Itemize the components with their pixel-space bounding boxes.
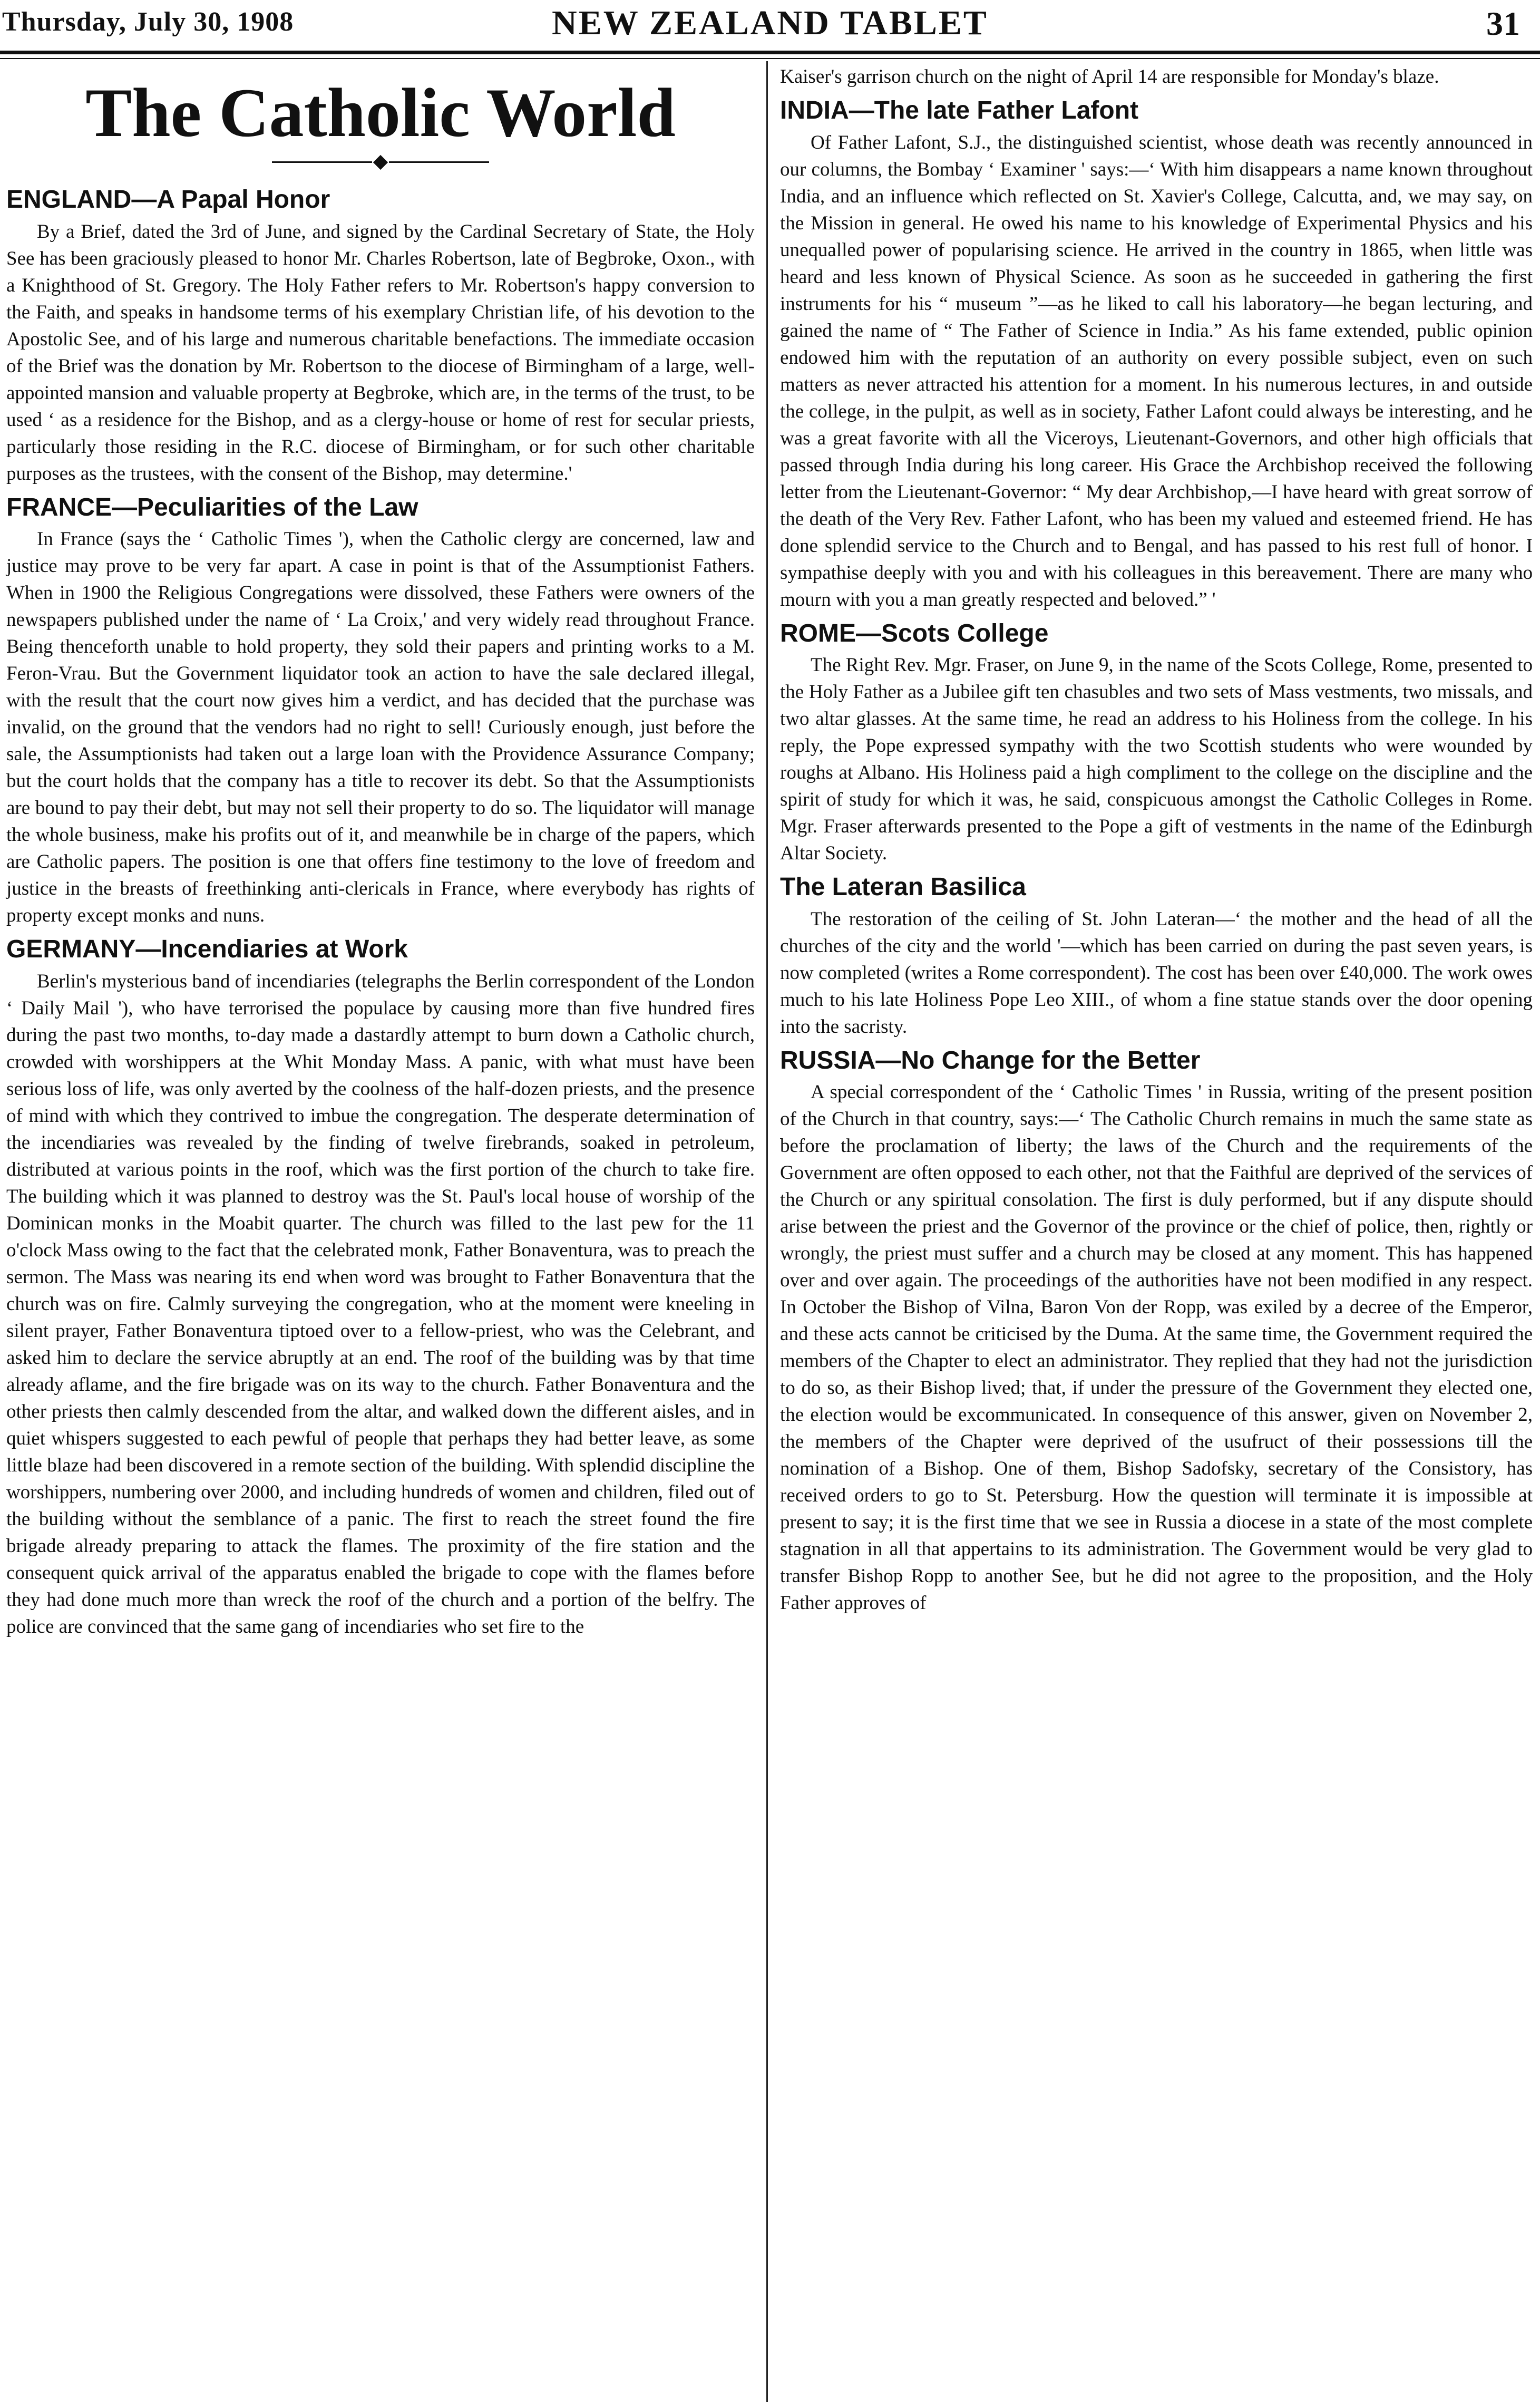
article-germany <box>6 934 755 1640</box>
article-heading: ENGLAND—A Papal Honor <box>6 186 330 214</box>
article-india <box>780 95 1533 613</box>
masthead-rule-thick <box>0 51 1540 54</box>
article-paragraph: Berlin's mysterious band of incendiaries (telegraphs the Berlin correspondent of the London ‘ Daily Mail '), who have terrorised the populace by causing more than five hundred fires during the past two months, to-day made a dastardly attempt to burn down a Catholic church, crowded with worshippers at the Whit Monday Mass. A panic, with what must have been serious loss of life, was only averted by the coolness of the half-dozen priests, and the presence of mind with which they contrived to imbue the congregation. The desperate determination of the incendiaries was revealed by the finding of twelve firebrands, soaked in petroleum, distributed at various points in the roof, which was the first portion of the church to take fire. The building which it was planned to destroy was the St. Paul's local house of worship of the Dominican monks in the Moabit quarter. The church was filled to the last pew for the 11 o'clock Mass owing to the fact that the celebrated monk, Father Bonaventura, was to preach the sermon. The Mass was nearing its end when word was brought to Father Bonaventura that the church was on fire. Calmly surveying the congregation, who at the moment were kneeling in silent prayer, Father Bonaventura tiptoed over to a fellow-priest, who was the Celebrant, and asked him to declare the service abruptly at an end. The roof of the building was by that time already aflame, and the fire brigade was on its way to the church. Father Bonaventura and the other priests then calmly descended from the altar, and walked down the different aisles, and in quiet whispers suggested to each pewful of people that perhaps they had better leave, as some little blaze had been discovered in a remote section of the building. With splendid discipline the worshippers, numbering over 2000, and including hundreds of women and children, filed out of the building without the semblance of a panic. The first to reach the street found the fire brigade already preparing to attack the flames. The proximity of the fire station and the consequent quick arrival of the apparatus enabled the brigade to cope with the flames before they had done much more than wreck the roof of the church and a portion of the belfry. The police are convinced that the same gang of incendiaries who set fire to the <box>6 970 755 1637</box>
article-rome <box>780 618 1533 867</box>
issue-date: Thursday, July 30, 1908 <box>2 7 294 37</box>
article-paragraph: In France (says the ‘ Catholic Times '), when the Catholic clergy are concerned, law and justice may prove to be very far apart. A case in point is that of the Assumptionist Fathers. When in 1900 the Religious Congregations were dissolved, these Fathers were owners of the newspapers published under the name of ‘ La Croix,' and very widely read throughout France. Being thenceforth unable to hold property, they sold their papers and printing works to a M. Feron-Vrau. But the Government liquidator took an action to have the sale declared illegal, with the result that the court now gives him a verdict, and has decided that the purchase was invalid, on the ground that the vendors had no right to sell! Curiously enough, just before the sale, the Assumptionists had taken out a large loan with the Providence Assurance Company; but the court holds that the company has a title to recover its debt. So that the Assumptionists are bound to pay their debt, but may not sell their property to do so. The liquidator will manage the whole business, make his profits out of it, and meanwhile be in charge of the papers, which are Catholic papers. The position is one that offers fine testimony to the love of freedom and justice in the breasts of freethinking anti-clericals in France, where everybody has rights of property except monks and nuns. <box>6 528 755 927</box>
diamond-ornament-icon <box>373 155 388 170</box>
masthead-rule-thin <box>0 58 1540 59</box>
left-column <box>6 63 755 1644</box>
column-divider <box>766 61 768 2402</box>
article-heading: RUSSIA—No Change for the Better <box>780 1046 1201 1074</box>
newspaper-title: NEW ZEALAND TABLET <box>552 4 988 42</box>
title-ornament <box>6 150 755 171</box>
article-lateran <box>780 872 1533 1040</box>
article-heading: ROME—Scots College <box>780 619 1049 647</box>
right-column <box>780 63 1533 1621</box>
article-paragraph: The restoration of the ceiling of St. John Lateran—‘ the mother and the head of all the churches of the city and the world '—which has been carried on during the past seven years, is now completed (writes a Rome correspondent). The cost has been over £40,000. The work owes much to his late Holiness Pope Leo XIII., of whom a fine statue stands over the door opening into the sacristy. <box>780 908 1533 1038</box>
article-heading: GERMANY—Incendiaries at Work <box>6 935 408 964</box>
section-title: The Catholic World <box>85 74 676 151</box>
continued-text: Kaiser's garrison church on the night of April 14 are responsible for Monday's blaze. <box>780 66 1439 88</box>
article-england <box>6 185 755 487</box>
article-france <box>6 492 755 929</box>
masthead <box>0 6 1540 44</box>
article-paragraph: The Right Rev. Mgr. Fraser, on June 9, in the name of the Scots College, Rome, presented to the Holy Father as a Jubilee gift ten chasubles and two sets of Mass vestments, two missals, and two altar glasses. At the same time, he read an address to his Holiness from the college. In his reply, the Pope expressed sympathy with the two Scottish students who were wounded by roughs at Albano. His Holiness paid a high compliment to the college on the discipline and the spirit of study for which it was, he said, conspicuous amongst the Catholic Colleges in Rome. Mgr. Fraser afterwards presented to the Pope a gift of vestments in the name of the Edinburgh Altar Society. <box>780 654 1533 865</box>
article-heading: The Lateran Basilica <box>780 873 1026 902</box>
article-paragraph: By a Brief, dated the 3rd of June, and signed by the Cardinal Secretary of State, the Holy See has been graciously pleased to honor Mr. Charles Robertson, late of Begbroke, Oxon., with a Knighthood of St. Gregory. The Holy Father refers to Mr. Robertson's happy conversion to the Faith, and speaks in handsome terms of his exemplary Christian life, of his devotion to the Apostolic See, and of his large and numerous charitable benefactions. The immediate occasion of the Brief was the donation by Mr. Robertson to the diocese of Birmingham of a large, well-appointed mansion and valuable property at Begbroke, which are, in the terms of the trust, to be used ‘ as a residence for the Bishop, and as a clergy-house or home of rest for secular priests, particularly those residing in the R.C. diocese of Birmingham, or for such other charitable purposes as the trustees, with the consent of the Bishop, may determine.' <box>6 220 755 485</box>
article-paragraph: Of Father Lafont, S.J., the distinguished scientist, whose death was recently announced in our columns, the Bombay ‘ Examiner ' says:—‘ With him disappears a name known throughout India, and an influence which reflected on St. Xavier's College, Calcutta, and, we may say, on the Mission in general. He owed his name to his knowledge of Experimental Physics and his unequalled power of popularising science. He arrived in the country in 1865, when little was heard and less known of Physical Science. As soon as he succeeded in gathering the first instruments for his “ museum ”—as he liked to call his laboratory—he began lecturing, and gained the name of “ The Father of Science in India.” As his fame extended, public opinion endowed him with the reputation of an authority on every possible subject, even on such matters as never attracted his attention for a moment. In his numerous lectures, in and outside the college, in the pulpit, as well as in society, Father Lafont could always be interesting, and he was a great favorite with all the Viceroys, Lieutenant-Governors, and other high officials that passed through India during his long career. His Grace the Archbishop received the following letter from the Lieutenant-Governor: “ My dear Archbishop,—I have heard with great sorrow of the death of the Very Rev. Father Lafont, who has been my valued and esteemed friend. He has done splendid service to the Church and to Bengal, and has passed to his rest full of honor. I sympathise deeply with you and with his colleagues in this bereavement. There are many who mourn with you a man greatly respected and beloved.” ' <box>780 131 1533 611</box>
article-russia <box>780 1045 1533 1617</box>
page-number: 31 <box>1486 5 1520 42</box>
article-paragraph: A special correspondent of the ‘ Catholic Times ' in Russia, writing of the present position of the Church in that country, says:—‘ The Catholic Church remains in much the same state as before the proclamation of liberty; the laws of the Church and the requirements of the Government are often opposed to each other, not that the Faithful are deprived of the services of the Church or any spiritual consolation. The first is duly performed, but if any dispute should arise between the priest and the Governor of the province or the chief of police, then, rightly or wrongly, the priest must suffer and a church may be closed at any moment. This has happened over and over again. The proceedings of the authorities have not been modified in any respect. In October the Bishop of Vilna, Baron Von der Ropp, was exiled by a decree of the Emperor, and these acts cannot be criticised by the Duma. At the same time, the Government required the members of the Chapter to elect an administrator. They replied that they had not the jurisdiction to do so, as their Bishop lived; that, if under the pressure of the Government they elected one, the election would be excommunicated. In consequence of this answer, given on November 2, the members of the Chapter were deprived of the usufruct of their possessions till the nomination of a Bishop. One of them, Bishop Sadofsky, secretary of the Consistory, has received orders to go to St. Petersburg. How the question will terminate it is impossible at present to say; it is the first time that we see in Russia a diocese in a state of the most complete stagnation in all that appertains to its administration. The Government would be very glad to transfer Bishop Ropp to another See, but he did not agree to the proposition, and the Holy Father approves of <box>780 1081 1533 1614</box>
article-heading: INDIA—The late Father Lafont <box>780 96 1139 124</box>
article-heading: FRANCE—Peculiarities of the Law <box>6 493 418 521</box>
